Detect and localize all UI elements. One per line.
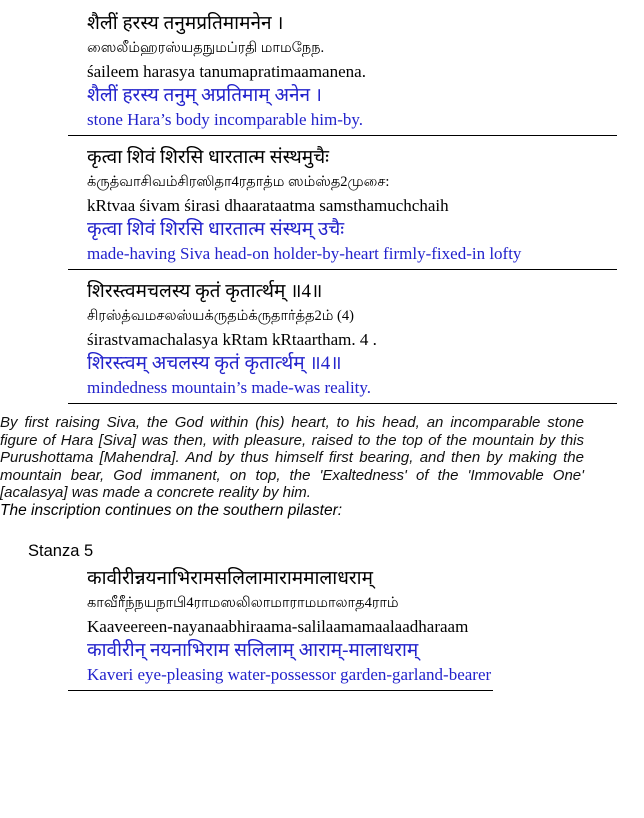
section-divider [68,403,617,404]
gloss-english-line: made-having Siva head-on holder-by-heart firmly-fixed-in lofty [87,244,522,263]
section-divider [68,135,617,136]
gloss-english-line: mindedness mountain’s made-was reality. [87,378,372,397]
transliteration-line: kRtvaa śivam śirasi dhaarataatma samsthamuchchaih [87,196,449,215]
translation-paragraph: By first raising Siva, the God within (his) heart, to his head, an incomparable stone figure of Hara [Siva] was then, with pleasure, raised to the top of the mountain by this Purushottama [Mahendra]. And by thus himself first bearing, and then by making the mountain bear, God immanent, on top, the 'Exaltedness' of the 'Immovable One' [acalasya] was made a concrete reality by him. [0,414,584,502]
stanza4-group-2 [87,146,644,270]
transliteration-line: śaileem harasya tanumapratimaamanena. [87,62,366,81]
tamil-line: க்ருத்வாசிவம்சிரஸிதா4ரதாத்ம ஸம்ஸ்த2முசை: [87,174,390,190]
devanagari-line: शैलीं हरस्य तनुमप्रतिमामनेन । [87,13,284,34]
stanza5-group-1 [87,567,644,691]
devanagari-line: कृत्वा शिवं शिरसि धारतात्म संस्थमुचैः [87,147,329,168]
gloss-devanagari-line: शैलीं हरस्य तनुम् अप्रतिमाम् अनेन । [87,85,323,106]
continuation-note: The inscription continues on the southern pilaster: [0,501,343,519]
stanza4-group-1 [87,12,644,136]
tamil-line: காவீரீந்நயநாபி4ராமஸலிலாமாராமமாலாத4ராம் [87,594,399,611]
transliteration-line: Kaaveereen-nayanaabhiraama-salilaamamaalaadharaam [87,616,469,636]
gloss-english-line: Kaveri eye-pleasing water-possessor garden-garland-bearer [87,664,492,684]
stanza4-group-3 [87,280,644,404]
devanagari-line: कावीरीन्नयनाभिरामसलिलामाराममालाधराम् [87,567,373,589]
gloss-devanagari-line: शिरस्त्वम् अचलस्य कृतं कृतार्त्थम् ॥4॥ [87,353,342,374]
stanza-heading: Stanza 5 [28,541,94,560]
gloss-english-line: stone Hara’s body incomparable him-by. [87,110,364,129]
tamil-line: ஸைலீம்ஹரஸ்யதநுமப்ரதி மாமநேந. [87,40,325,56]
section-divider [68,269,617,270]
transliteration-line: śirastvamachalasya kRtam kRtaartham. 4 . [87,330,377,349]
devanagari-line: शिरस्त्वमचलस्य कृतं कृतार्त्थम् ॥4॥ [87,281,323,302]
tamil-line: சிரஸ்த்வமசலஸ்யக்ருதம்க்ருதார்த்த2ம் (4) [87,308,354,324]
gloss-devanagari-line: कृत्वा शिवं शिरसि धारतात्म संस्थम् उचैः [87,219,345,240]
gloss-devanagari-line: कावीरीन् नयनाभिराम सलिलाम् आराम्-मालाधराम् [87,639,419,661]
section-divider [68,690,493,691]
